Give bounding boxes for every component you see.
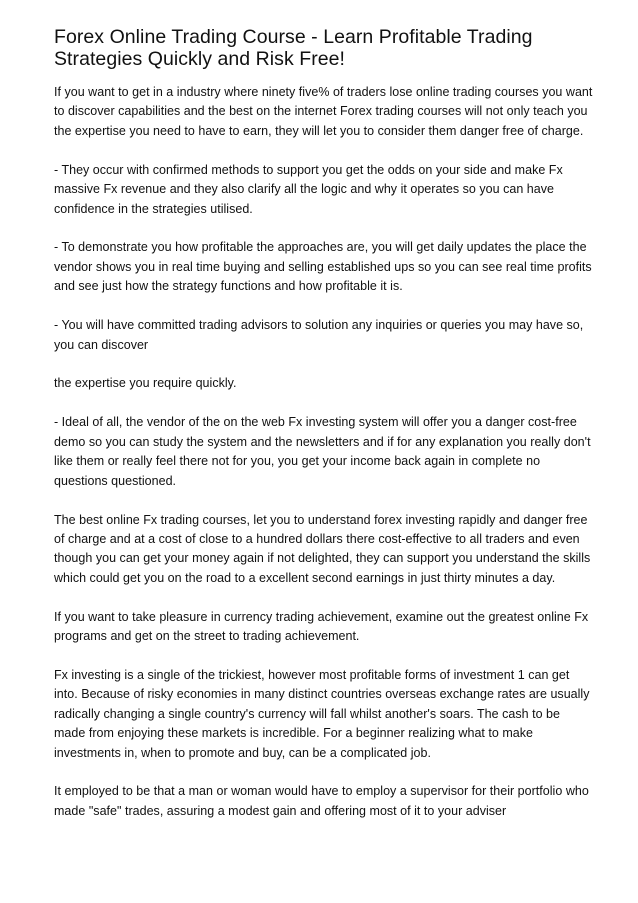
document-title: Forex Online Trading Course - Learn Profitable Trading Strategies Quickly and Risk Free! [54, 26, 533, 70]
document-page [54, 26, 594, 841]
paragraph-6: - Ideal of all, the vendor of the on the web Fx investing system will offer you a danger cost-free demo so you can study the system and the newsletters and if for any explanation you really don't like them or really feel there not for you, you get your income back again in complete no questions questioned. [54, 415, 591, 488]
paragraph-4: - You will have committed trading advisors to solution any inquiries or queries you may have so, you can discover [54, 318, 584, 352]
paragraph-7: The best online Fx trading courses, let you to understand forex investing rapidly and danger free of charge and at a cost of close to a hundred dollars there cost-effective to all traders and even though you can get your money again if not delighted, they can support you understand the skills which could get you on the road to a excellent second earnings in just thirty minutes a day. [54, 512, 591, 585]
paragraph-1: If you want to get in a industry where ninety five% of traders lose online trading courses you want to discover capabilities and the best on the internet Forex trading courses will not only teach you the expertise you need to have to earn, they will let you to consider them danger free of charge. [54, 85, 593, 138]
paragraph-9: Fx investing is a single of the trickiest, however most profitable forms of investment 1 can get into. Because of risky economies in many distinct countries overseas exchange rates are usually radically changing a single country's currency will fall whilst another's soars. The cash to be made from enjoying these markets is incredible. For a beginner realizing what to make investments in, when to promote and buy, can be a complicated job. [54, 667, 590, 760]
paragraph-3: - To demonstrate you how profitable the approaches are, you will get daily updates the place the vendor shows you in real time buying and selling established ups so you can see real time profits and see just how the strategy functions and how profitable it is. [54, 240, 592, 294]
paragraph-2: - They occur with confirmed methods to support you get the odds on your side and make Fx massive Fx revenue and they also clarify all the logic and why it operates so you can have confidence in the strategies utilised. [54, 162, 563, 216]
paragraph-10: It employed to be that a man or woman would have to employ a supervisor for their portfolio who made "safe" trades, assuring a modest gain and offering most of it to your adviser [54, 784, 589, 818]
paragraph-5: the expertise you require quickly. [54, 376, 237, 391]
paragraph-8: If you want to take pleasure in currency trading achievement, examine out the greatest online Fx programs and get on the street to trading achievement. [54, 609, 589, 644]
